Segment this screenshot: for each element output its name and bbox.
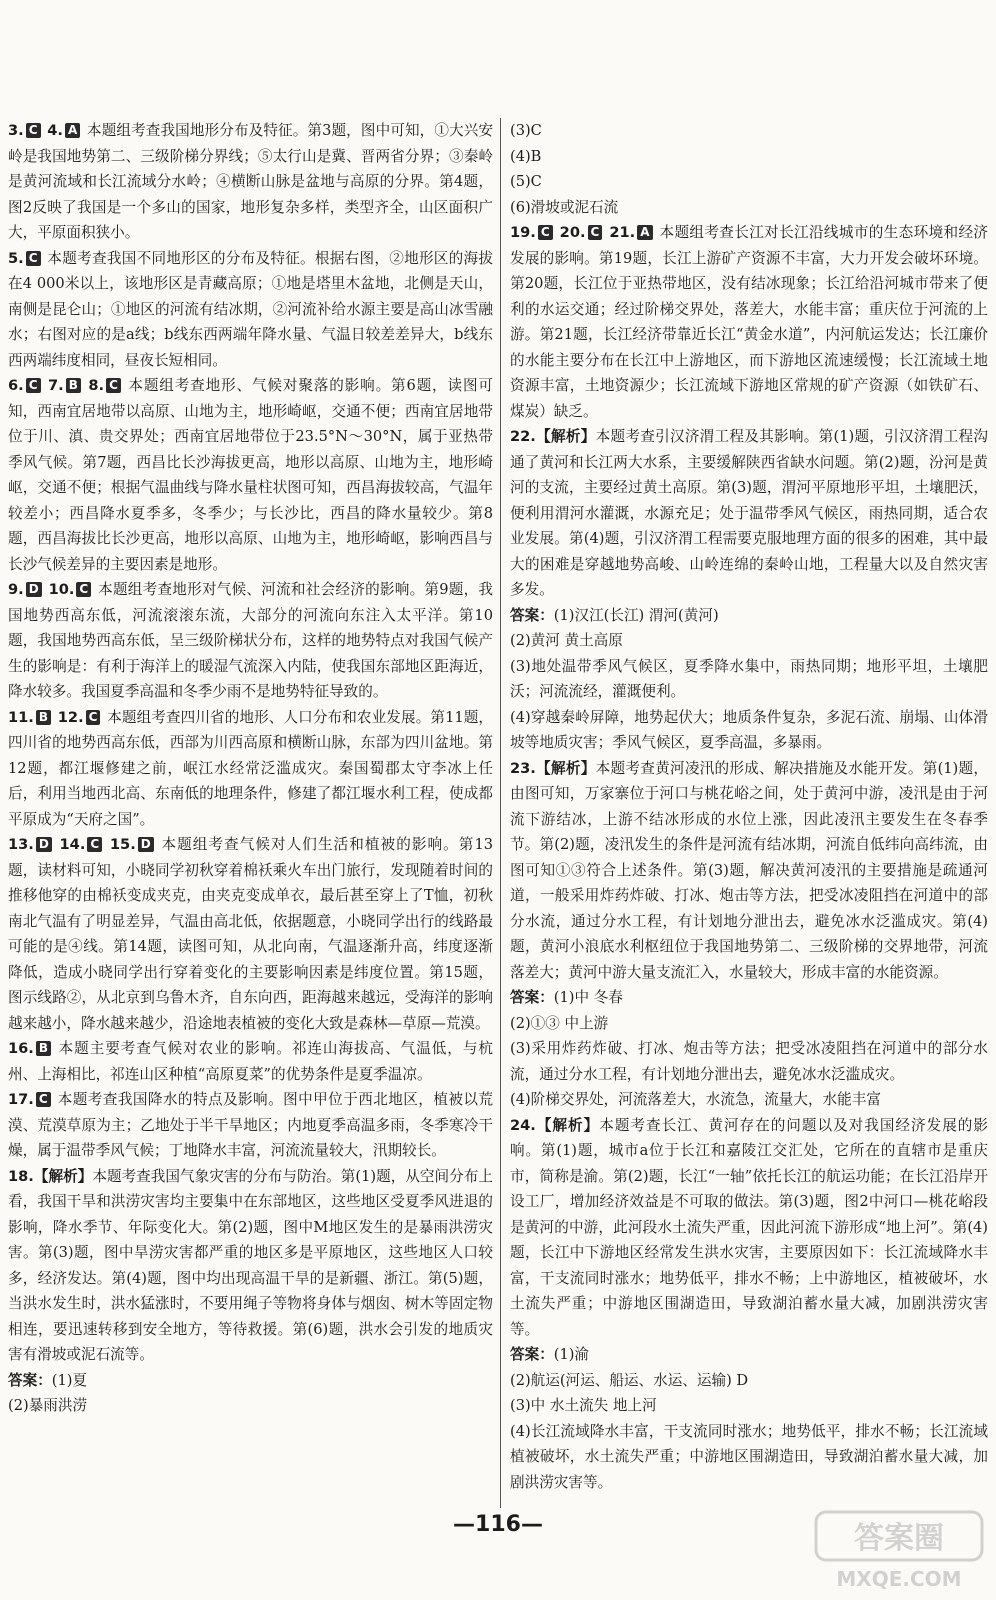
question-number: 4. xyxy=(47,122,63,139)
question-number: 21. xyxy=(609,224,636,241)
analysis-text: 本题考查我国不同地形区的分布及特征。根据右图，②地形区的海拔在4 000米以上，该地形区是青藏高原；①地是塔里木盆地，北侧是天山，南侧是昆仑山；①地区的河流有结冰期，②河流补给水源主要是高山冰雪融水；右图对应的是a线；b线东西两端年降水量、气温日较差差异大，b线东西两端纬度相同，昼夜长短相同。 xyxy=(8,249,493,369)
answer-badge: A xyxy=(637,225,652,240)
question-q22 xyxy=(510,424,988,756)
question-q5 xyxy=(8,246,493,374)
analysis-label: 【解析】 xyxy=(535,759,596,777)
continued-answers xyxy=(510,118,988,220)
question-q9-10 xyxy=(8,577,493,705)
answer-line xyxy=(510,985,988,1011)
question-number: 7. xyxy=(48,377,64,394)
analysis-text: 本题组考查地形对气候、河流和社会经济的影响。第9题，我国地势西高东低，河流滚滚东流，大部分的河流向东注入太平洋。第10题，我国地势西高东低，呈三级阶梯状分布，这样的地势特点对我国气候产生的影响是：有利于海洋上的暖湿气流深入内陆，使我国东部地区距海近，降水较多。我国夏季高温和冬季少雨不是地势特征导致的。 xyxy=(8,581,494,700)
answer-line: (4)B xyxy=(510,147,542,165)
question-text xyxy=(8,577,493,705)
answer-text: (1)汉江(长江) 渭河(黄河) xyxy=(553,606,719,624)
answer-badge: B xyxy=(66,378,81,393)
answer-label: 答案： xyxy=(510,1346,554,1363)
answer-badge: D xyxy=(138,837,154,852)
analysis-text: 本题组考查长江对长江沿线城市的生态环境和经济发展的影响。第19题，长江上游矿产资源不丰富，大力开发会破坏环境。第20题，长江位于亚热带地区，没有结冰现象；长江给沿河城市带来了便利的水运交通；经过阶梯交界处，落差大，水能丰富；重庆位于河流的上游。第21题，长江经济带靠近长江“黄金水道”，内河航运发达；长江廉价的水能主要分布在长江中上游地区，而下游地区流速缓慢；长江流域土地资源丰富，土地资源少；长江流域下游地区常规的矿产资源（如铁矿石、煤炭）缺乏。 xyxy=(510,224,989,420)
question-number: 17. xyxy=(8,1091,34,1108)
answer-line: (3)中 水土流失 地上河 xyxy=(510,1397,657,1414)
question-number: 12. xyxy=(57,708,84,726)
answer-badge: C xyxy=(538,225,553,240)
answer-badge: C xyxy=(26,378,41,393)
right-column xyxy=(510,118,988,1495)
answer-line: (5)C xyxy=(510,173,542,190)
analysis-text: 本题组考查地形、气候对聚落的影响。第6题，读图可知，西南宜居地带以高原、山地为主，地形崎岖，交通不便；西南宜居地带位于川、滇、贵交界处；西南宜居地带位于23.5°N～30°N，属于亚热带季风气候。第7题，西昌比长沙海拔更高，地形以高原、山地为主，地形崎岖，交通不便；根据气温曲线与降水量柱状图可知，西昌海拔较高，气温年较差小；西昌降水夏季多，冬季少；与长沙比，西昌的降水量较少。第8题，西昌海拔比长沙更高，地形以高原、山地为主，地形崎岖，影响西昌与长沙气候差异的主要因素是地形。 xyxy=(8,377,494,573)
analysis-text: 本题组考查四川省的地形、人口分布和农业发展。第11题，四川省的地势西高东低，西部为川西高原和横断山脉，东部为四川盆地。第12题，都江堰修建之前，岷江水经常泛滥成灾。秦国蜀郡太守李冰上任后，利用当地西北高、东南低的地理条件，修建了都江堰水利工程，使成都平原成为“天府之国”。 xyxy=(8,708,494,828)
question-number: 16. xyxy=(8,1040,34,1057)
answer-line: (4)阶梯交界处，河流落差大，水流急，流量大，水能丰富 xyxy=(510,1091,881,1108)
answer-line xyxy=(510,1342,988,1368)
answer-line xyxy=(8,1368,493,1394)
answer-badge: B xyxy=(36,710,51,725)
question-number: 6. xyxy=(8,377,24,394)
analysis-text: 本题考查我国气象灾害的分布与防治。第(1)题，从空间分布上看，我国干旱和洪涝灾害均主要集中在东部地区，这些地区受夏季风进退的影响，降水季节、年际变化大。第(2)题，图中M地区发生的是暴雨洪涝灾害。第(3)题，图中旱涝灾害都严重的地区多是平原地区，这些地区人口较多，经济发达。第(4)题，图中均出现高温干旱的是新疆、浙江。第(5)题，当洪水发生时，洪水猛涨时，不要用绳子等物将身体与烟囱、树木等固定物相连，要迅速转移到安全地方，等待救援。第(6)题，洪水会引发的地质灾害有滑坡或泥石流等。 xyxy=(8,1167,493,1363)
question-number: 19. xyxy=(510,224,536,241)
question-q18 xyxy=(8,1164,493,1419)
question-text xyxy=(510,756,988,986)
answer-badge: D xyxy=(36,837,52,852)
answer-line: (2)黄河 黄土高原 xyxy=(510,632,623,649)
question-q24 xyxy=(510,1113,988,1496)
analysis-text: 本题组考查气候对人们生活和植被的影响。第13题，读材料可知，小晓同学初秋穿着棉袄乘火车出门旅行，发现随着时间的推移他穿的由棉袄变成夹克，由夹克变成单衣，最后甚至穿上了T恤，初秋南北气温有了明显差异，气温由高北低，依据题意，小晓同学出行的线路最可能的是④线。第14题，读图可知，从北向南，气温逐渐升高，纬度逐渐降低，造成小晓同学出行穿着变化的主要影响因素是纬度位置。第15题，图示线路②，从北京到乌鲁木齐，自东向西，距海越来越远，受海洋的影响越来越小，降水越来越少，沿途地表植被的变化大致是森林—草原—荒漠。 xyxy=(8,836,494,1032)
question-text xyxy=(8,832,493,1036)
question-q23 xyxy=(510,756,988,1113)
page-number: —116— xyxy=(453,1512,543,1537)
question-q11-12 xyxy=(8,705,493,833)
question-text xyxy=(8,1036,493,1087)
question-number: 24. xyxy=(510,1116,536,1134)
analysis-text: 本题考查引汉济渭工程及其影响。第(1)题，引汉济渭工程沟通了黄河和长江两大水系，主要缓解陕西省缺水问题。第(2)题，汾河是黄河的支流，主要经过黄土高原。第(3)题，渭河平原地形平坦，土壤肥沃，便利用渭河水灌溉，水源充足；处于温带季风气候区，雨热同期，适合农业发展。第(4)题，引汉济渭工程需要克服地理方面的很多的困难，其中最大的困难是穿越地势高峻、山岭连绵的秦岭山地，工程量大以及自然灾害多发。 xyxy=(510,428,988,598)
answer-badge: C xyxy=(106,378,121,393)
answer-badge: C xyxy=(36,1092,51,1107)
answer-label: 答案： xyxy=(510,989,554,1006)
question-number: 8. xyxy=(88,377,105,394)
question-q16 xyxy=(8,1036,493,1087)
question-q19-21 xyxy=(510,220,988,424)
answer-badge: B xyxy=(36,1041,51,1056)
question-text xyxy=(8,1087,493,1164)
question-text xyxy=(8,705,493,833)
analysis-label: 【解析】 xyxy=(33,1167,93,1185)
answer-line: (4)长江流域降水丰富，干支流同时涨水；地势低平，排水不畅；长江流域植被破坏，水土流失严重；中游地区围湖造田，导致湖泊蓄水量大减，加剧洪涝灾害等。 xyxy=(510,1422,988,1491)
question-q3-4 xyxy=(8,118,493,246)
answer-label: 答案： xyxy=(510,606,554,624)
answer-text: (1)渝 xyxy=(553,1346,590,1363)
answer-badge: D xyxy=(26,582,42,597)
question-text xyxy=(8,246,493,374)
answer-line: (3)C xyxy=(510,122,542,139)
answer-text: (1)夏 xyxy=(51,1371,88,1389)
question-number: 13. xyxy=(8,836,34,853)
question-q13-15 xyxy=(8,832,493,1036)
answer-line: (2)暴雨洪涝 xyxy=(8,1397,88,1414)
analysis-label: 【解析】 xyxy=(535,1116,600,1134)
answer-label: 答案： xyxy=(8,1371,52,1389)
answer-badge: C xyxy=(86,710,101,725)
answer-line: (6)滑坡或泥石流 xyxy=(510,198,619,216)
question-number: 5. xyxy=(8,249,24,267)
analysis-text: 本题主要考查气候对农业的影响。祁连山海拔高、气温低，与杭州、上海相比，祁连山区种植“高原夏菜”的优势条件是夏季温凉。 xyxy=(8,1040,493,1083)
watermark-logo xyxy=(814,1508,986,1594)
question-number: 10. xyxy=(48,581,75,598)
column-divider xyxy=(500,118,501,1508)
answer-badge: C xyxy=(26,251,41,266)
question-text xyxy=(8,1164,493,1368)
analysis-text: 本题考查我国降水的特点及影响。图中甲位于西北地区，植被以荒漠、荒漠草原为主；乙地处于半干旱地区；内地夏季高温多雨，冬季寒冷干燥，属于温带季风气候；丁地降水丰富，河流流量较大，汛期较长。 xyxy=(8,1091,493,1159)
question-text xyxy=(510,1113,988,1343)
question-number: 3. xyxy=(8,122,24,139)
answer-badge: C xyxy=(26,123,41,138)
answer-badge: C xyxy=(588,225,603,240)
analysis-label: 【解析】 xyxy=(535,428,596,445)
left-column xyxy=(8,118,493,1419)
analysis-text: 本题考查黄河凌汛的形成、解决措施及水能开发。第(1)题，由图可知，万家寨位于河口与桃花峪之间，处于黄河中游，凌汛是由于河流下游结冰，上游不结冰形成的水位上涨，因此凌汛主要发生在冬春季节。第(2)题，凌汛发生的条件是河流有结冰期，河流自低纬向高纬流，由图可知①③符合上述条件。第(3)题，解决黄河凌汛的主要措施是疏通河道，一般采用炸药炸破、打冰、炮击等方法，把受冰凌阻挡在河道中的部分水流，通过分水工程，有计划地分泄出去，避免冰水泛滥成灾。第(4)题，黄河小浪底水利枢纽位于我国地势第二、三级阶梯的交界地带，河流落差大；黄河中游大量支流汇入，水量较大，形成丰富的水能资源。 xyxy=(510,759,988,981)
answer-line: (3)采用炸药炸破、打冰、炮击等方法；把受冰凌阻挡在河道中的部分水流，通过分水工程，有计划地分泄出去，避免冰水泛滥成灾。 xyxy=(510,1040,988,1083)
analysis-text: 本题组考查我国地形分布及特征。第3题，图中可知，①大兴安岭是我国地势第二、三级阶梯分界线；⑤太行山是冀、晋两省分界；③秦岭是黄河流域和长江流域分水岭；④横断山脉是盆地与高原的分界。第4题，图2反映了我国是一个多山的国家，地形复杂多样，类型齐全，山区面积广大，平原面积狭小。 xyxy=(8,122,494,241)
question-text xyxy=(510,424,988,603)
svg-text:MXQE.COM: MXQE.COM xyxy=(836,1567,962,1591)
question-number: 15. xyxy=(109,836,136,853)
answer-line: (2)①③ 中上游 xyxy=(510,1014,609,1032)
question-number: 14. xyxy=(59,836,86,853)
svg-text:答案圈: 答案圈 xyxy=(854,1521,944,1556)
answer-badge: C xyxy=(76,582,91,597)
question-number: 11. xyxy=(8,708,34,726)
answer-line: (3)地处温带季风气候区，夏季降水集中，雨热同期；地形平坦，土壤肥沃；河流流经，灌溉便利。 xyxy=(510,657,988,700)
answer-badge: A xyxy=(65,123,80,138)
answer-line: (4)穿越秦岭屏障，地势起伏大；地质条件复杂，多泥石流、崩塌、山体滑坡等地质灾害；季风气候区，夏季高温，多暴雨。 xyxy=(510,708,988,751)
answer-text: (1)中 冬春 xyxy=(553,989,623,1006)
question-q6-8 xyxy=(8,373,493,577)
question-number: 9. xyxy=(8,581,24,598)
question-q17 xyxy=(8,1087,493,1164)
answer-badge: C xyxy=(87,837,102,852)
question-number: 22. xyxy=(510,428,536,445)
question-text xyxy=(8,118,493,246)
question-number: 23. xyxy=(510,759,536,777)
question-number: 18. xyxy=(8,1167,34,1185)
right-items xyxy=(510,220,988,1495)
question-text xyxy=(510,220,988,424)
answer-line xyxy=(510,603,988,629)
question-number: 20. xyxy=(559,224,586,241)
answer-line: (2)航运(河运、船运、水运、运输) D xyxy=(510,1371,749,1389)
question-text xyxy=(8,373,493,577)
analysis-text: 本题考查长江、黄河存在的问题以及对我国经济发展的影响。第(1)题，城市a位于长江和嘉陵江交汇处，它所在的直辖市是重庆市，简称是渝。第(2)题，长江“一轴”依托长江的航运功能；在长江沿岸开设工厂，增加经济效益是不可取的做法。第(3)题，图2中河口—桃花峪段是黄河的中游，此河段水土流失严重，因此河流下游形成“地上河”。第(4)题，长江中下游地区经常发生洪水灾害，主要原因如下：长江流域降水丰富，干支流同时涨水；地势低平，排水不畅；上中游地区，植被破坏，水土流失严重；中游地区围湖造田，导致湖泊蓄水量大减，加剧洪涝灾害等。 xyxy=(510,1116,988,1338)
